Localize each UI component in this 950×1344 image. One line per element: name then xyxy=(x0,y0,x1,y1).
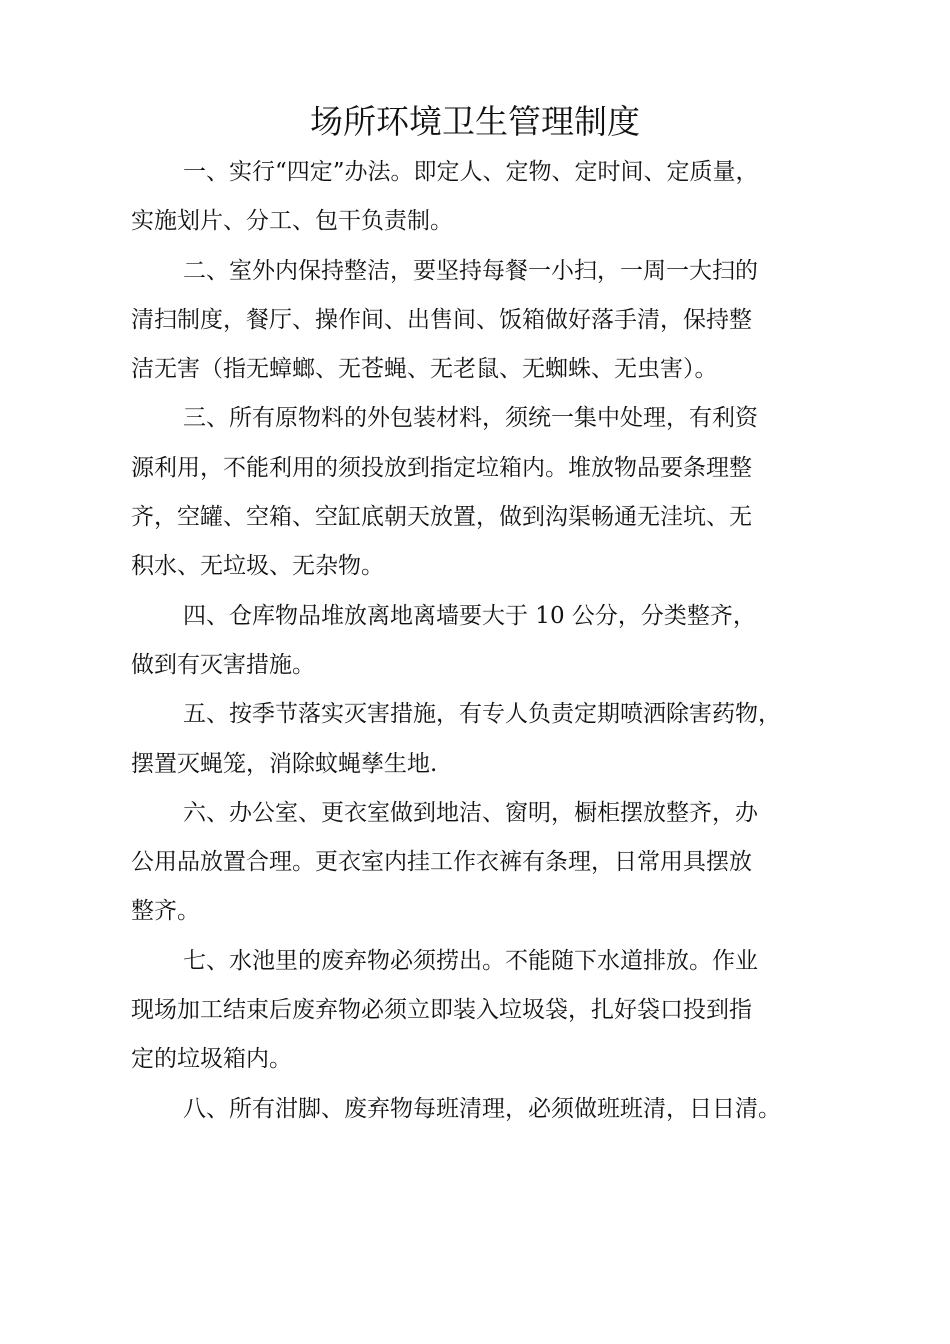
paragraph-line: 现场加工结束后废弃物必须立即装入垃圾袋，扎好袋口投到指 xyxy=(131,997,752,1024)
paragraph-line: 三、所有原物料的外包装材料，须统一集中处理，有利资 xyxy=(183,405,758,432)
paragraph-line: 做到有灭害措施。 xyxy=(131,651,315,678)
paragraph-5 xyxy=(131,690,843,789)
paragraph-line: 洁无害（指无蟑螂、无苍蝇、无老鼠、无蜘蛛、无虫害）。 xyxy=(131,356,718,383)
paragraph-line: 五、按季节落实灭害措施，有专人负责定期喷洒除害药物， xyxy=(183,701,781,728)
paragraph-line: 定的垃圾箱内。 xyxy=(131,1046,292,1073)
paragraph-8 xyxy=(131,1085,843,1134)
paragraph-line: 四、仓库物品堆放离地离墙要大于 10 公分，分类整齐， xyxy=(183,602,756,629)
paragraph-line: 二、室外内保持整洁，要坚持每餐一小扫，一周一大扫的 xyxy=(183,257,758,284)
paragraph-2 xyxy=(131,247,843,395)
paragraph-line: 积水、无垃圾、无杂物。 xyxy=(131,553,384,580)
paragraph-line: 整齐。 xyxy=(131,898,200,925)
paragraph-line: 源利用，不能利用的须投放到指定垃箱内。堆放物品要条理整 xyxy=(131,454,752,481)
paragraph-6 xyxy=(131,789,843,937)
paragraph-line: 实施划片、分工、包干负责制。 xyxy=(131,208,453,235)
paragraph-line: 六、办公室、更衣室做到地洁、窗明，橱柜摆放整齐，办 xyxy=(183,799,758,826)
paragraph-line: 八、所有泔脚、废弃物每班清理，必须做班班清，日日清。 xyxy=(183,1095,781,1122)
paragraph-line: 清扫制度，餐厅、操作间、出售间、饭箱做好落手清，保持整 xyxy=(131,306,752,333)
paragraph-line: 一、实行“四定”办法。即定人、定物、定时间、定质量， xyxy=(183,159,759,185)
document-title: 场所环境卫生管理制度 xyxy=(310,102,640,141)
paragraph-3 xyxy=(131,394,843,591)
paragraph-line: 齐，空罐、空箱、空缸底朝天放置，做到沟渠畅通无洼坑、无 xyxy=(131,504,752,531)
paragraph-1 xyxy=(131,148,843,247)
paragraph-line: 七、水池里的废弃物必须捞出。不能随下水道排放。作业 xyxy=(183,947,758,974)
paragraph-line: 摆置灭蝇笼，消除蚊蝇孳生地. xyxy=(131,750,438,777)
document-body xyxy=(131,148,843,1134)
paragraph-4 xyxy=(131,592,843,691)
paragraph-7 xyxy=(131,937,843,1085)
paragraph-line: 公用品放置合理。更衣室内挂工作衣裤有条理，日常用具摆放 xyxy=(131,849,752,876)
